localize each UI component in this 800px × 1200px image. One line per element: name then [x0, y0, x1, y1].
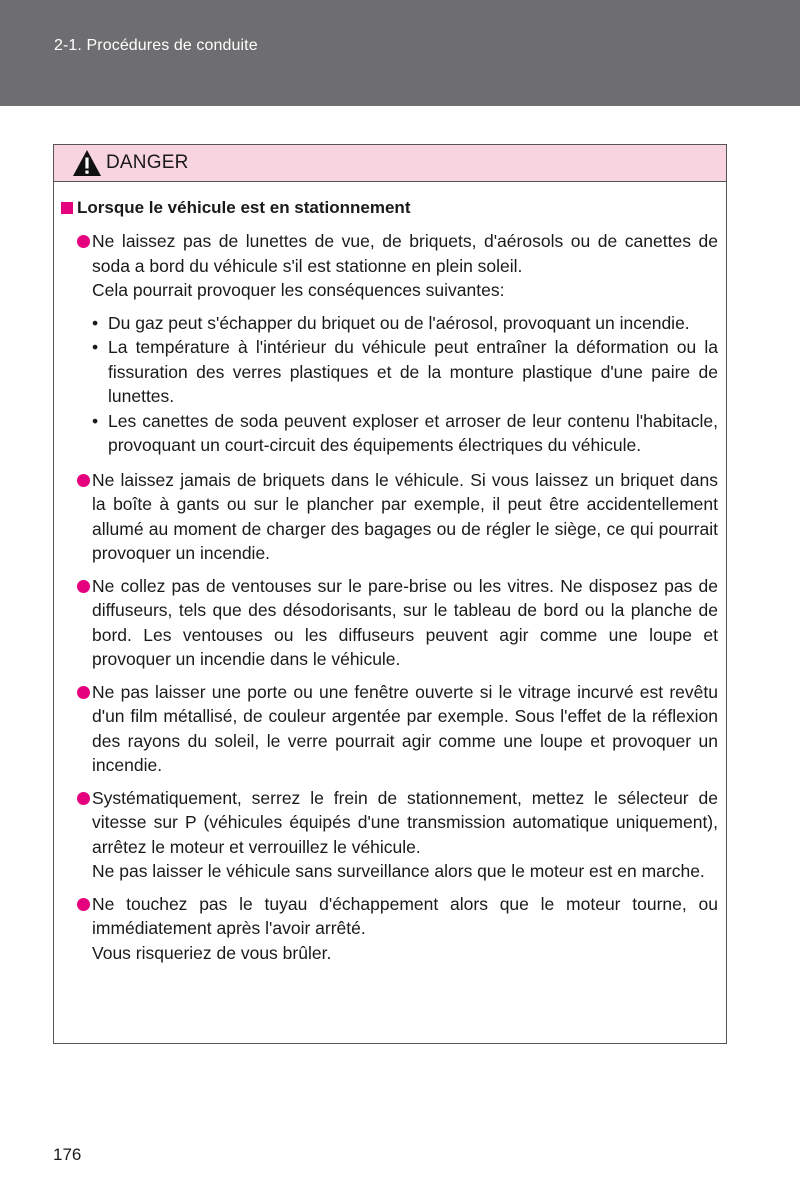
warning-text: Ne touchez pas le tuyau d'échappement alors que le moteur tourne, ou immédiatement après l'avoir arrêté.	[92, 893, 718, 938]
warning-text: Ne laissez jamais de briquets dans le véhicule. Si vous laissez un briquet dans la boîte à gants ou sur le plancher par exemple, il peut être accidentellement allumé au moment de charger des bagages ou de régler le siège, ce qui pourrait provoquer un incendie.	[92, 469, 718, 563]
warning-item	[60, 574, 718, 672]
danger-header	[54, 145, 726, 182]
circle-bullet-icon	[77, 792, 90, 805]
warning-item	[60, 786, 718, 884]
subheading	[60, 198, 718, 218]
danger-box	[53, 144, 727, 1044]
consequence-item	[92, 335, 718, 409]
warning-item	[60, 680, 718, 778]
circle-bullet-icon	[77, 580, 90, 593]
square-bullet-icon	[61, 202, 73, 214]
circle-bullet-icon	[77, 686, 90, 699]
warning-text: Ne pas laisser le véhicule sans surveillance alors que le moteur est en marche.	[92, 861, 705, 881]
consequence-item	[92, 311, 718, 336]
warning-item	[60, 892, 718, 966]
circle-bullet-icon	[77, 898, 90, 911]
consequence-text: Les canettes de soda peuvent exploser et arroser de leur contenu l'habitacle, provoquant un court-circuit des équipements électriques du véhicule.	[108, 410, 718, 455]
warning-item	[60, 468, 718, 566]
subheading-text: Lorsque le véhicule est en stationnement	[77, 198, 411, 217]
warning-text: Systématiquement, serrez le frein de stationnement, mettez le sélecteur de vitesse sur P (véhicules équipés d'une transmission automatique uniquement), arrêtez le moteur et verrouillez le véhicule.	[92, 787, 718, 857]
warning-text: Ne pas laisser une porte ou une fenêtre ouverte si le vitrage incurvé est revêtu d'un film métallisé, de couleur argentée par exemple. Sous l'effet de la réflexion des rayons du soleil, le verre pourrait agir comme une loupe et provoquer un incendie.	[92, 681, 718, 775]
consequence-text: Du gaz peut s'échapper du briquet ou de l'aérosol, provoquant un incendie.	[108, 312, 690, 333]
warning-text: Ne laissez pas de lunettes de vue, de briquets, d'aérosols ou de canettes de soda a bord du véhicule s'il est stationne en plein soleil.	[92, 231, 718, 276]
middle-dot-bullet-icon: •	[92, 337, 99, 357]
consequence-list	[92, 311, 718, 458]
warning-item	[60, 229, 718, 460]
page-number: 176	[53, 1145, 82, 1164]
middle-dot-bullet-icon: •	[92, 410, 99, 431]
consequence-text: La température à l'intérieur du véhicule peut entraîner la déformation ou la fissuration des verres plastiques et de la monture plastique d'une paire de lunettes.	[108, 337, 718, 406]
warning-text: Cela pourrait provoquer les conséquences suivantes:	[92, 280, 505, 300]
warning-triangle-icon	[72, 149, 102, 177]
circle-bullet-icon	[77, 235, 90, 248]
consequence-item	[92, 409, 718, 458]
warning-text: Ne collez pas de ventouses sur le pare-brise ou les vitres. Ne disposez pas de diffuseurs, tels que des désodorisants, sur le tableau de bord ou la planche de bord. Les ventouses ou les diffuseurs peuvent agir comme une loupe et provoquer un incendie dans le véhicule.	[92, 575, 718, 669]
circle-bullet-icon	[77, 474, 90, 487]
middle-dot-bullet-icon: •	[92, 312, 99, 333]
danger-title: DANGER	[106, 152, 189, 173]
warning-text: Vous risqueriez de vous brûler.	[92, 942, 332, 963]
section-title: 2-1. Procédures de conduite	[54, 37, 258, 54]
header-band	[0, 0, 800, 106]
danger-body	[54, 182, 726, 965]
